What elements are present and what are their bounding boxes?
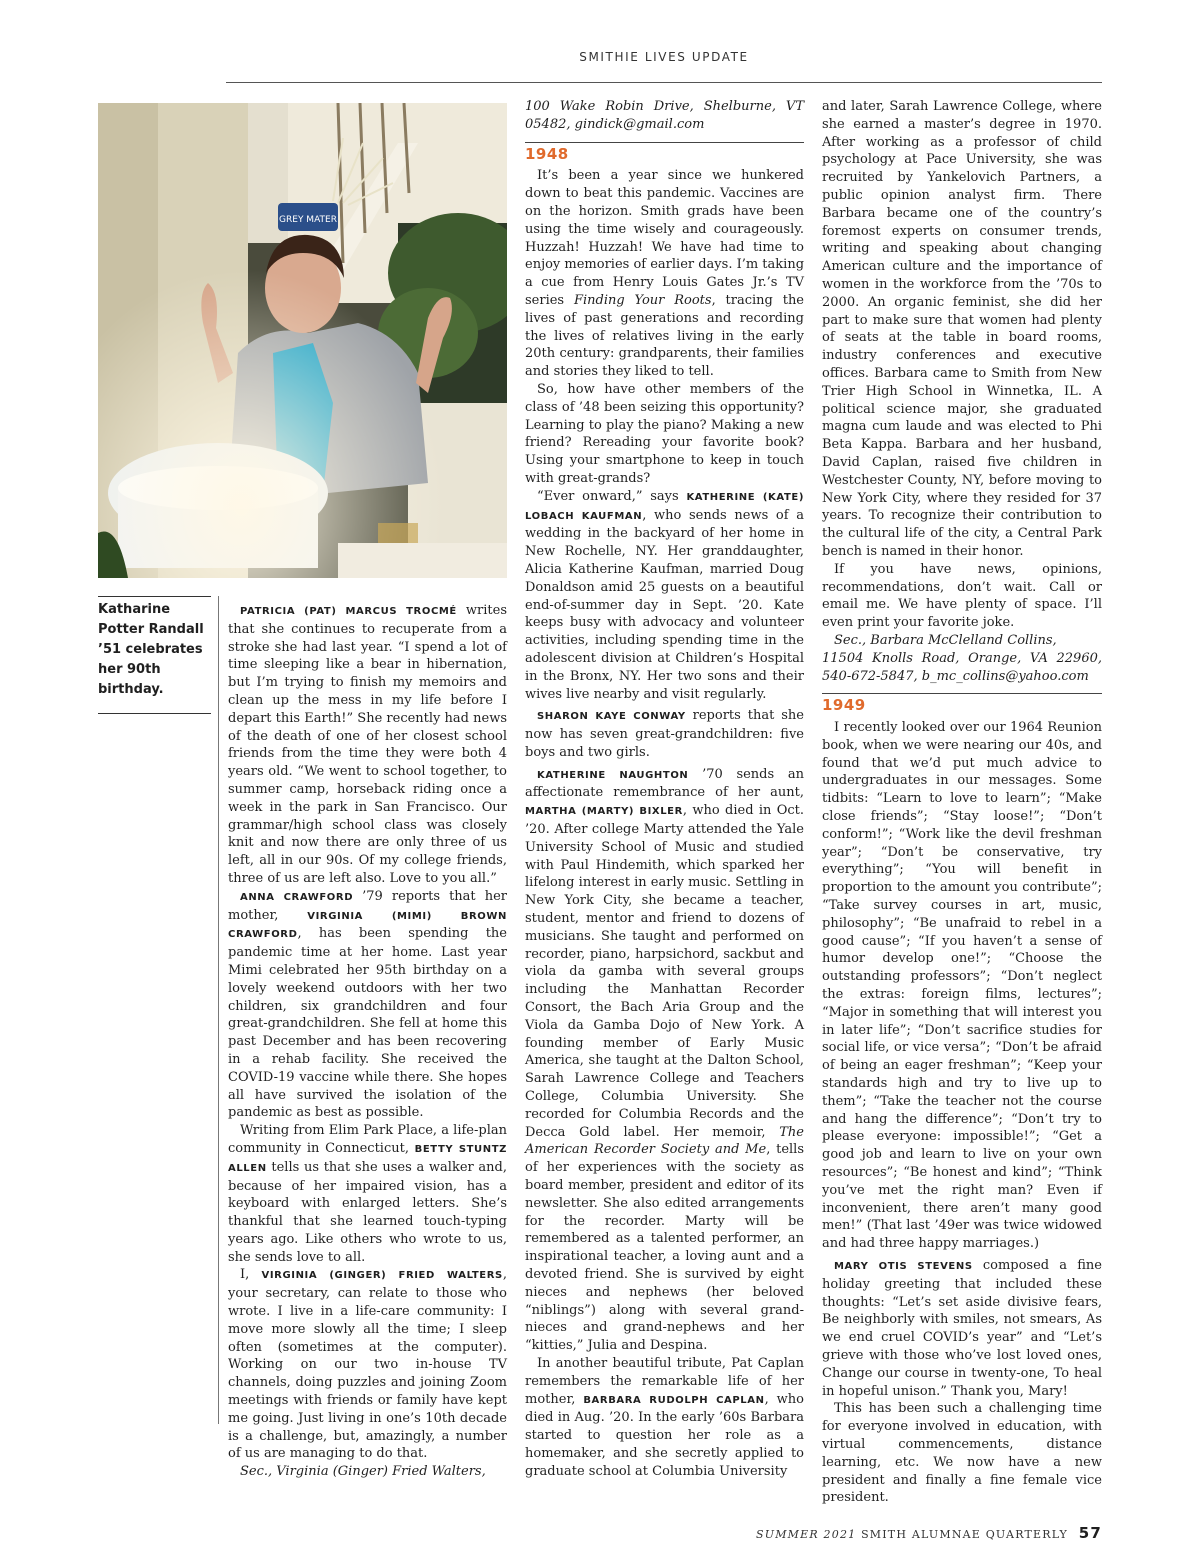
column-1 [228,602,507,1481]
magazine-name: SMITH ALUMNAE QUARTERLY [861,1528,1069,1541]
paragraph-trocme: PATRICIA (PAT) MARCUS TROCMÉ writes that she continues to recuperate from a stroke she had last year. “I spend a lot of time sleeping like a bear in hibernation, but I’m trying to finish my memoirs and clean up the mess in my life before I depart this Earth!” She recently had news of the death of one of her closest school friends from the time they were both 4 years old. “We went to school together, to summer camp, horseback riding once a week in the park in San Francisco. Our grammar/high school class was closely knit and now there are only three of us left, all in our 90s. Of my college friends, three of us are left also. Love to you all.” [228,603,507,886]
name-mary-stevens: MARY OTIS STEVENS [834,1261,973,1272]
paragraph-news-request: If you have news, opinions, recommendations, don’t wait. Call or email me. We have plenty of space. I’ll even print your favorite joke. [822,561,1102,631]
name-ginger-walters: VIRGINIA (GINGER) FRIED WALTERS [261,1270,503,1282]
paragraph-education: This has been such a challenging time for everyone involved in education, with virtual commencements, distance learning, etc. We now have a new president and finally a fine female vice president. [822,1401,1102,1506]
page-footer [756,1524,1102,1542]
secretary-address-1947: 100 Wake Robin Drive, Shelburne, VT 05482, gindick@gmail.com [525,99,804,132]
name-betty-allen: BETTY STUNTZ ALLEN [228,1143,508,1174]
column-2 [525,98,804,1481]
secretary-line-1948: Sec., Barbara McClelland Collins, [834,632,1057,648]
paragraph-reunion-advice: I recently looked over our 1964 Reunion book, when we were nearing our 40s, and found that we’d put much advice to undergraduates in our messages. Some tidbits: “Learn to love to learn”; “Make close friends”; “Stay loose!”; “Don’t conform!”; “Work like the devil freshman year”; “Don’t be conservative, try everything”; “You will benefit in proportion to the amount you contribute”; “Take survey courses in art, music, philosophy”; “Be unafraid to rebel in a good cause”; “If you haven’t a sense of humor develop one!”; “Choose the outstanding professors”; “Don’t neglect the extras: foreign films, lectures”; “Major in something that will interest you in later life”; “Don’t sacrifice studies for social life, or vice versa”; “Don’t be afraid of being an eager freshman”; “Keep your standards high and try to live up to them”; “Take the teacher not the course and hang the difference”; “Don’t try to please everyone: impossible!”; “Get a good job and learn to live on your own resources”; “Be honest and kind”; “Think you’ve met the right man? Even if inconvenient, there aren’t many good men!” (That last ’49er was twice widowed and had three happy marriages.) [822,720,1102,1252]
paragraph-intro-1948: It’s been a year since we hunkered down to beat this pandemic. Vaccines are on the horizon. Smith grads have been using the time wisely and courageously. Huzzah! Huzzah! We have had time to enjoy memories of earlier days. I’m taking a cue from Henry Louis Gates Jr.’s TV series Finding Your Roots, tracing the lives of past generations and recording the lives of relatives living in the early 20th century: grandparents, their families and stories they liked to tell. [525,168,805,380]
name-kate-kaufman: KATHERINE (KATE) LOBACH KAUFMAN [525,491,804,522]
name-katherine-naughton: KATHERINE NAUGHTON [537,769,689,781]
paragraph-bixler: KATHERINE NAUGHTON ’70 sends an affectionate remembrance of her aunt, MARTHA (MARTY) BIXLER, who died in Oct. ’20. After college Marty attended the Yale University School of Music and studied with Paul Hindemith, which sparked her lifelong interest in early music. Settling in New York City, she became a teacher, student, mentor and friend to dozens of musicians. She taught and performed on recorder, piano, harpsichord, sackbut and viola da gamba with several groups including the Manhattan Recorder Consort, the Bach Aria Group and the Viola da Gamba Dojo of New York. A founding member of Early Music America, she taught at the Dalton School, Sarah Lawrence College and Teachers College, Columbia University. She recorded for Columbia Records and the Decca Gold label. Her memoir, The American Recorder Society and Me, tells of her experiences with the society as board member, president and editor of its newsletter. She also edited arrangements for the recorder. Marty will be remembered as a talented performer, an inspirational teacher, a loving aunt and a devoted friend. She is survived by eight nieces and nephews (her beloved “niblings”) along with several grand-nieces and grand-nephews and her “kitties,” Julia and Despina. [525,766,804,1354]
name-marty-bixler: MARTHA (MARTY) BIXLER [525,806,683,818]
secretary-address-1948: 11504 Knolls Road, Orange, VA 22960, 540-672-5847, b_mc_collins@yahoo.com [822,650,1102,684]
page-number: 57 [1078,1524,1102,1542]
name-trocme: PATRICIA (PAT) MARCUS TROCMÉ [240,606,457,617]
header-rule [226,82,1102,83]
name-barbara-caplan: BARBARA RUDOLPH CAPLAN [583,1394,765,1406]
memoir-title: The American Recorder Society and Me [525,1124,804,1158]
name-anna-crawford: ANNA CRAWFORD [240,891,354,903]
column-3 [822,98,1102,1507]
class-year-heading: 1948 [525,142,804,164]
caption-bottom-rule [98,713,211,714]
paragraph-caplan-continued: and later, Sarah Lawrence College, where she earned a master’s degree in 1970. After working as a professor of child psychology at Pace University, she was recruited by Yankelovich Partners, a public opinion analyst firm. There Barbara became one of the country’s foremost experts on consumer trends, writing and speaking about changing American culture and the importance of women in the workforce from the ’70s to 2000. An organic feminist, she did her part to make sure that women had plenty of seats at the table in board rooms, industry conferences and executive offices. Barbara came to Smith from New Trier High School in Winnetka, IL. A political science major, she graduated magna cum laude and was elected to Phi Beta Kappa. Barbara and her husband, David Caplan, raised five children in Westchester County, NY, before moving to New York City, where they resided for 37 years. To recognize their contribution to the cultural life of the city, a Central Park bench is named in their honor. [822,99,1102,559]
name-mimi-crawford: VIRGINIA (MIMI) BROWN CRAWFORD [228,910,507,941]
photo-caption: Katharine Potter Randall ’51 celebrates her 90th birthday. [98,602,204,697]
column-divider [218,596,219,1424]
caption-top-rule [98,596,211,597]
issue-label: SUMMER 2021 [756,1528,857,1541]
birthday-photo [98,103,507,578]
section-header: SMITHIE LIVES UPDATE [579,50,749,64]
paragraph-allen: Writing from Elim Park Place, a life-plan community in Connecticut, BETTY STUNTZ ALLEN tells us that she uses a walker and, because of her impaired vision, has a keyboard with enlarged letters. She’s thankful that she learned touch-typing years ago. Like others who wrote to us, she sends love to all. [228,1123,508,1265]
paragraph-caplan: In another beautiful tribute, Pat Caplan remembers the remarkable life of her mother, BARBARA RUDOLPH CAPLAN, who died in Aug. ’20. In the early ’60s Barbara started to question her role as a homemaker, and she secretly applied to graduate school at Columbia University [525,1355,805,1479]
paragraph-questions: So, how have other members of the class of ’48 been seizing this opportunity? Learning to play the piano? Making a new friend? Rereading your favorite book? Using your smartphone to keep in touch with great-grands? [525,381,804,486]
name-sharon-conway: SHARON KAYE CONWAY [537,711,686,723]
tv-series-title: Finding Your Roots [573,292,712,308]
paragraph-conway: SHARON KAYE CONWAY reports that she now has seven great-grandchildren: five boys and two girls. [525,708,804,760]
paragraph-kaufman: “Ever onward,” says KATHERINE (KATE) LOBACH KAUFMAN, who sends news of a wedding in the backyard of her home in New Rochelle, NY. Her granddaughter, Alicia Katherine Kaufman, married Doug Donaldson amid 25 guests on a beautiful end-of-summer day in Sept. ’20. Kate keeps busy with advocacy and volunteer activities, including spending time in the adolescent division at Children’s Hospital in the Bronx, NY. Her two sons and their wives live nearby and visit regularly. [525,488,804,702]
class-year-heading-1949: 1949 [822,693,1102,715]
paragraph-walters: I, VIRGINIA (GINGER) FRIED WALTERS, your secretary, can relate to those who wrote. I live in a life-care community: I move more slowly all the time; I sleep often (sometimes at the computer). Working on our two in-house TV channels, doing puzzles and joining Zoom meetings with friends or family have kept me going. Just living in one’s 10th decade is a challenge, but, amazingly, a number of us are managing to do that. [228,1267,507,1462]
secretary-line: Sec., Virginia (Ginger) Fried Walters, [240,1464,486,1480]
paragraph-stevens: MARY OTIS STEVENS composed a fine holiday greeting that included these thoughts: “Let’s set aside divisive fears, Be neighborly with smiles, not smears, As we end cruel COVID’s year” and “Let’s grieve with those who’ve lost loved ones, Change our course in twenty-one, To heal in hopeful unison.” Thank you, Mary! [822,1258,1103,1399]
paragraph-crawford: ANNA CRAWFORD ’79 reports that her mother, VIRGINIA (MIMI) BROWN CRAWFORD, has been spending the pandemic time at her home. Last year Mimi celebrated her 95th birthday on a lovely weekend outdoors with her two children, six grandchildren and four great-grandchildren. She fell at home this past December and has been recovering in a rehab facility. She received the COVID-19 vaccine while there. She hopes all have survived the isolation of the pandemic as best as possible. [228,888,507,1121]
